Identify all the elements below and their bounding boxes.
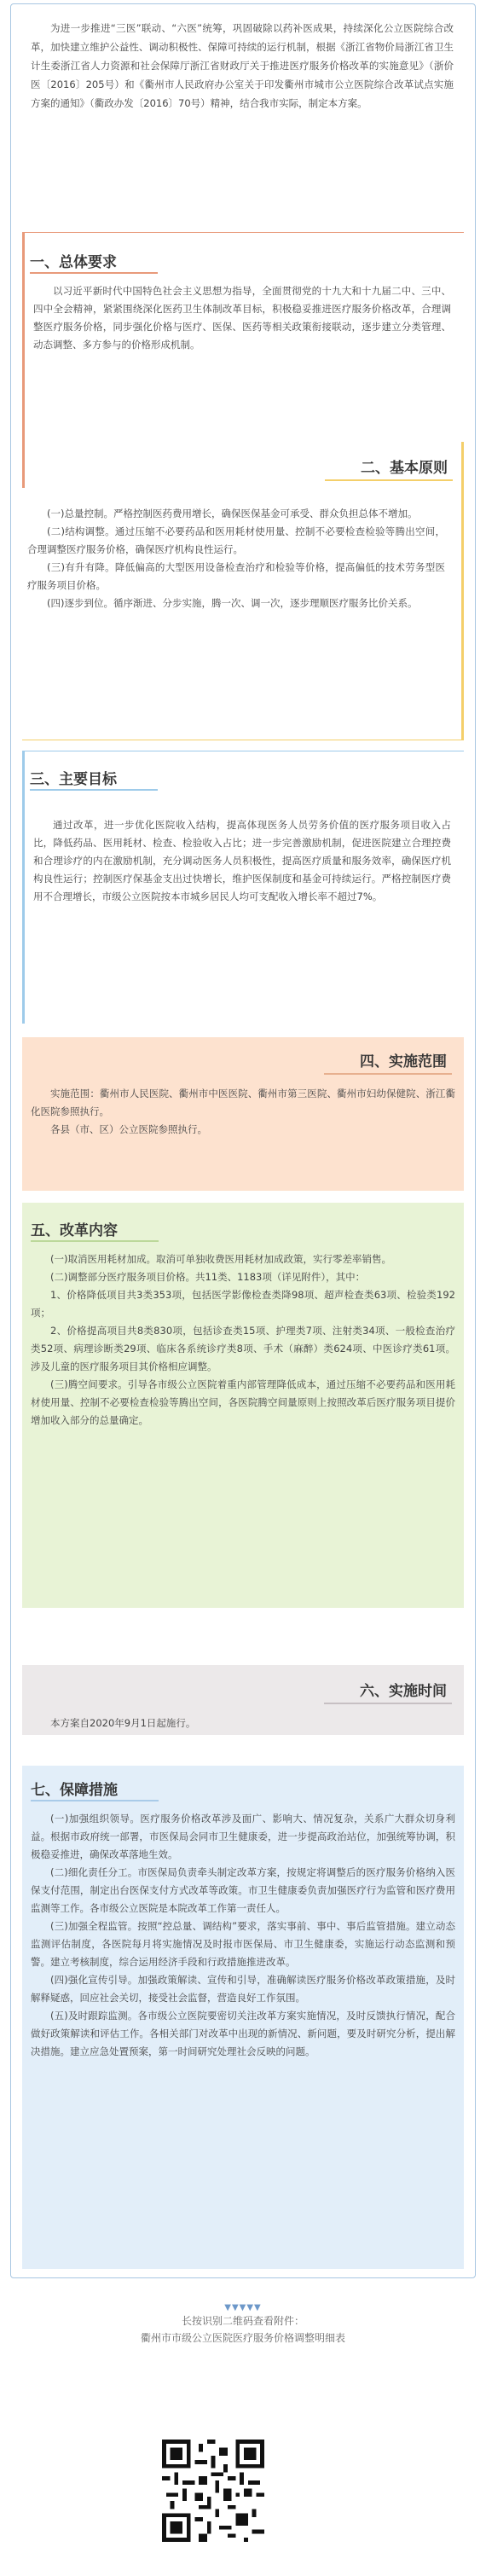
paragraph: 实施范围：衢州市人民医院、衢州市中医医院、衢州市第三医院、衢州市妇幼保健院、浙江衢化医院参照执行。 [31, 1088, 455, 1117]
title-underline [324, 1703, 452, 1704]
paragraph: (四)逐步到位。循序渐进、分步实施，腾一次、调一次，逐步理顺医疗服务比价关系。 [47, 597, 418, 609]
section-safeguards [22, 1766, 464, 2269]
paragraph: (二)结构调整。通过压缩不必要药品和医用耗材使用量、控制不必要检查检验等腾出空间，合理调整医疗服务价格，确保医疗机构良性运行。 [27, 525, 445, 555]
title-underline [30, 272, 158, 274]
section-title: 二、基本原则 [361, 460, 448, 477]
paragraph: (五)及时跟踪监测。各市级公立医院要密切关注改革方案实施情况，及时反馈执行情况，配合做好政策解读和评估工作。各相关部门对改革中出现的新情况、新问题，要及时研究分析，提出解决措施。建立应急处置预案，第一时间研究处理社会反映的问题。 [31, 2010, 455, 2057]
paragraph: 本方案自2020年9月1日起施行。 [50, 1717, 196, 1729]
paragraph: (二)调整部分医疗服务项目价格。共11类、1183项（详见附件），其中： [50, 1271, 366, 1283]
section-body [27, 505, 445, 612]
section-title: 六、实施时间 [360, 1683, 447, 1700]
section-body [31, 1250, 455, 1430]
paragraph: 2、价格提高项目共8类830项，包括诊查类15项、护理类7项、注射类34项、一般检查治疗类52项、病理诊断类29项、临床各系统诊疗类8项、手术（麻醉）类624项、中医诊疗类61项。涉及儿童的医疗服务项目其价格相应调整。 [31, 1325, 455, 1372]
paragraph: 以习近平新时代中国特色社会主义思想为指导，全面贯彻党的十九大和十九届二中、三中、四中全会精神，紧紧围绕深化医药卫生体制改革目标，积极稳妥推进医疗服务价格改革，合理调整医疗服务价格，同步强化价格与医疗、医保、医药等相关政策衔接联动，逐步建立分类管理、动态调整、多方参与的价格形成机制。 [33, 285, 451, 351]
paragraph: (二)细化责任分工。市医保局负责牵头制定改革方案，按规定将调整后的医疗服务价格纳入医保支付范围，制定出台医保支付方式改革等政策。市卫生健康委负责加强医疗行为监管和医疗费用监测等工作。各市级公立医院是本院改革工作第一责任人。 [31, 1866, 455, 1914]
section-body [33, 282, 451, 354]
section-title: 七、保障措施 [31, 1782, 118, 1799]
section-title: 五、改革内容 [31, 1222, 118, 1239]
section-body [31, 1085, 455, 1139]
section-title: 三、主要目标 [30, 771, 117, 788]
title-underline [30, 789, 158, 791]
title-underline [324, 1073, 452, 1075]
title-underline [31, 1240, 159, 1242]
section-body [31, 1714, 455, 1732]
footer [0, 2303, 486, 2347]
section-body [33, 816, 451, 906]
paragraph: 1、价格降低项目共3类353项，包括医学影像检查类降98项、超声检查类63项、检验类192项； [31, 1289, 455, 1319]
paragraph: (三)加强全程监管。按照“控总量、调结构”要求，落实事前、事中、事后监管措施。建立动态监测评估制度，各医院每月将实施情况及时报市医保局、市卫生健康委，实施运行动态监测和预警。建立考核制度，综合运用经济手段和行政措施推进改革。 [31, 1920, 455, 1968]
section-reform-content [22, 1203, 464, 1608]
section-implementation-time [22, 1665, 464, 1735]
qr-code-icon[interactable] [162, 2440, 264, 2542]
paragraph: (一)加强组织领导。医疗服务价格改革涉及面广、影响大、情况复杂，关系广大群众切身利益。根据市政府统一部署，市医保局会同市卫生健康委，进一步提高政治站位，加强统筹协调，积极稳妥推进，确保改革落地生效。 [31, 1813, 455, 1860]
title-underline [31, 1800, 159, 1801]
section-main-goals [22, 751, 464, 1024]
paragraph: (三)腾空间要求。引导各市级公立医院着重内部管理降低成本，通过压缩不必要药品和医用耗材使用量、控制不必要检查检验等腾出空间，各医院腾空间量原则上按照改革后医疗服务项目提价增加收入部分的总量确定。 [31, 1378, 455, 1426]
footer-attachment-title: 衢州市市级公立医院医疗服务价格调整明细表 [140, 2332, 345, 2344]
paragraph: (一)取消医用耗材加成。取消可单独收费医用耗材加成政策，实行零差率销售。 [50, 1253, 391, 1265]
paragraph: (一)总量控制。严格控制医药费用增长，确保医保基金可承受、群众负担总体不增加。 [47, 508, 418, 519]
section-scope [22, 1037, 464, 1191]
section-title: 一、总体要求 [30, 254, 117, 271]
paragraph: 各县（市、区）公立医院参照执行。 [50, 1123, 207, 1135]
title-underline [325, 479, 453, 481]
paragraph: (四)强化宣传引导。加强政策解读、宣传和引导，准确解读医疗服务价格改革政策措施，及时解释疑惑，回应社会关切，接受社会监督，营造良好工作氛围。 [31, 1974, 455, 2004]
paragraph: (三)有升有降。降低偏高的大型医用设备检查治疗和检验等价格，提高偏低的技术劳务型医疗服务项目价格。 [27, 561, 445, 591]
section-title: 四、实施范围 [360, 1053, 447, 1070]
section-basic-principles [22, 442, 464, 740]
intro-paragraph: 为进一步推进“三医”联动、“六医”统筹，巩固破除以药补医成果，持续深化公立医院综合改革，加快建立维护公益性、调动积极性、保障可持续的运行机制，根据《浙江省物价局浙江省卫生计生委浙江省人力资源和社会保障厅浙江省财政厅关于推进医疗服务价格改革的实施意见》（浙价医〔2016〕205号）和《衢州市人民政府办公室关于印发衢州市城市公立医院综合改革试点实施方案的通知》（衢政办发〔2016〕70号）精神，结合我市实际，制定本方案。 [31, 22, 454, 109]
footer-prompt: 长按识别二维码查看附件： [181, 2315, 304, 2327]
down-arrows-icon: ▼▼▼▼▼ [224, 2303, 262, 2312]
section-body [31, 1810, 455, 2061]
paragraph: 通过改革，进一步优化医院收入结构，提高体现医务人员劳务价值的医疗服务项目收入占比，降低药品、医用耗材、检查、检验收入占比；进一步完善激励机制，促进医院建立合理控费和合理诊疗的内在激励机制，充分调动医务人员积极性，提高医疗质量和服务效率，确保医疗机构良性运行；控制医疗保基金支出过快增长，维护医保制度和基金可持续运行。严格控制医疗费用不合理增长，市级公立医院按本市城乡居民人均可支配收入增长率不超过7%。 [33, 819, 451, 902]
